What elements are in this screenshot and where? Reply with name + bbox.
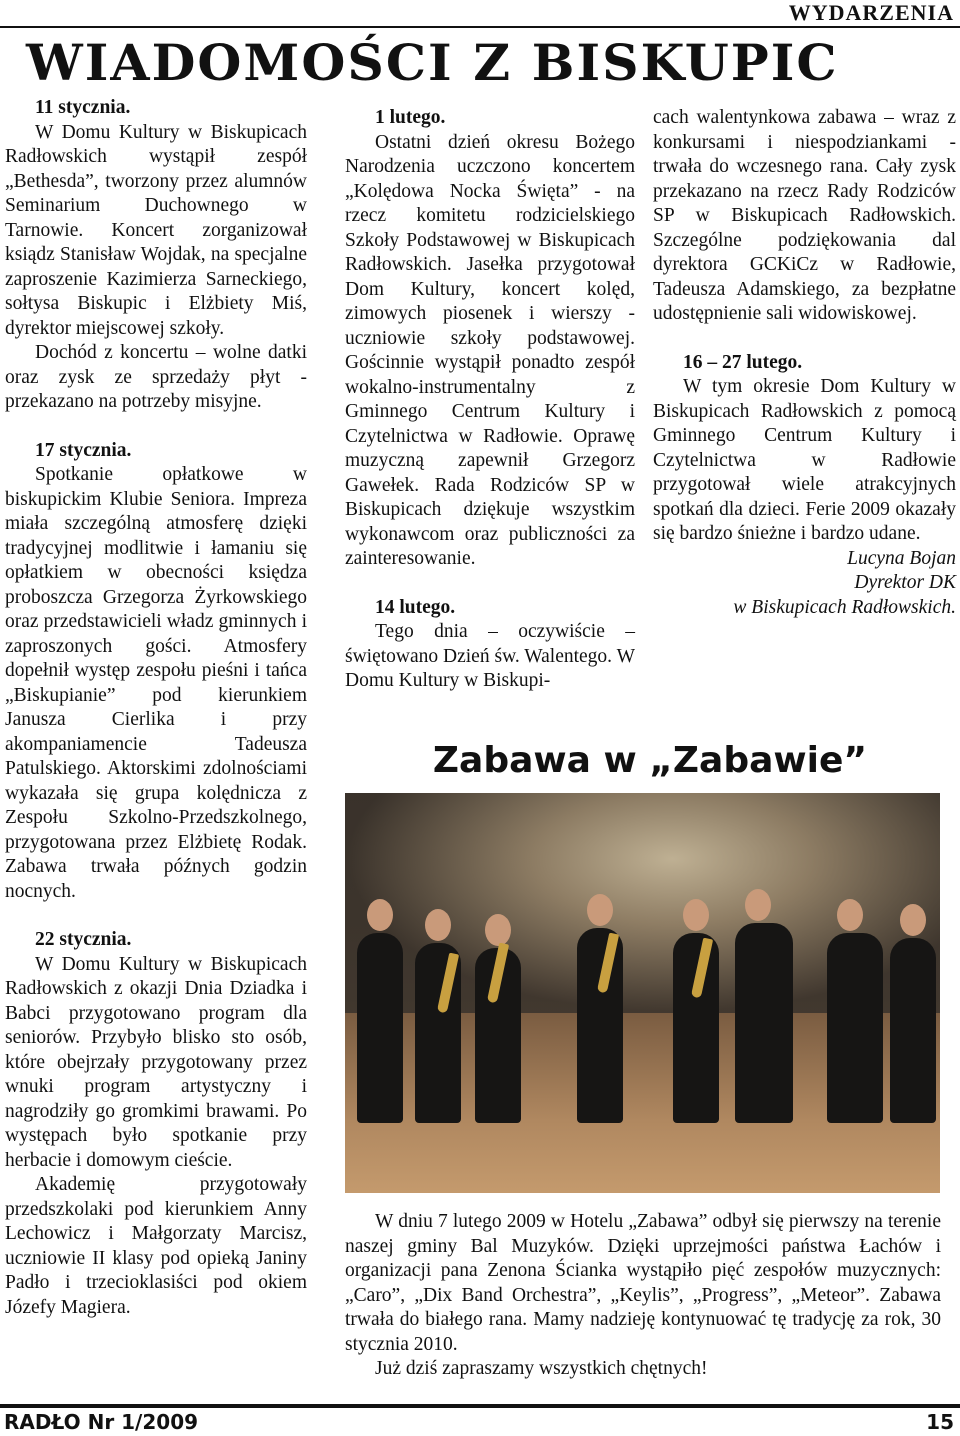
entry-paragraph: Dochód z koncertu – wolne datki oraz zysk ze sprzedaży płyt - przekazano na potrzeby misyjne. xyxy=(5,342,307,412)
caption-paragraph: Już dziś zapraszamy wszystkich chętnych! xyxy=(375,1358,708,1379)
article-column-3 xyxy=(653,106,956,620)
entry-paragraph: Ostatni dzień okresu Bożego Narodzenia uczczono koncertem „Kolędowa Nocka Święta” - na rzecz komitetu rodzicielskiego Szkoły Podstawowej w Biskupicach Radłowskich. Jasełka przygotował Dom Kultury, koncert kolęd, zimowych piosenek i wierszy - uczniowie szkoły podstawowej. Gościnnie wystąpił ponadto zespół wokalno-instrumentalny z Gminnego Centrum Kultury i Czytelnictwa w Radłowie. Oprawę muzyczną zapewnił Grzegorz Gawełek. Rada Rodziców SP w Biskupicach dziękuje wszystkim wykonawcom oraz publiczności za zainteresowanie. xyxy=(345,131,635,569)
entry-paragraph: Spotkanie opłatkowe w biskupickim Klubie Seniora. Impreza miała szczególną atmosferę dzięki tradycyjnej modlitwie i łamaniu się opłatkiem w obecności księdza proboszcza Grzegorza Żyrkowskiego oraz przedstawicieli władz gminnych i zaproszonych gości. Atmosfery dopełnił występ zespołu pieśni i tańca „Biskupianie” pod kierunkiem Janusza Cierlika i przy akompaniamencie Tadeusza Patulskiego. Aktorskimi zdolnościami wykazała się grupa kolędnicza z Zespołu Szkolno-Przedszkolnego, przygotowana przez Elżbietę Rodak. Zabawa trwała późnych godzin nocnych. xyxy=(5,464,307,902)
entry-date: 11 stycznia. xyxy=(35,97,131,118)
entry-date: 1 lutego. xyxy=(375,107,446,128)
entry-paragraph: W tym okresie Dom Kultury w Biskupicach Radłowskich z pomocą Gminnego Centrum Kultury i Czytelnictwa w Radłowie przygotował wiele atrakcyjnych spotkań dla dzieci. Ferie 2009 okazały się bardzo śnieżne i bardzo udane. xyxy=(653,376,956,544)
photo-section-title: Zabawa w „Zabawie” xyxy=(432,740,868,781)
entry-paragraph: Tego dnia – oczywiście – świętowano Dzień św. Walentego. W Domu Kultury w Biskupi- xyxy=(345,621,635,691)
section-label: WYDARZENIA xyxy=(788,0,954,25)
bottom-divider xyxy=(0,1404,960,1408)
event-photo xyxy=(345,793,940,1193)
entry-paragraph: Akademię przygotowały przedszkolaki pod kierunkiem Anny Lechowicz i Małgorzaty Marcisz, uczniowie II klasy pod opieką Janiny Padło i trzecioklasiści pod okiem Józefy Magiera. xyxy=(5,1174,307,1318)
photo-caption xyxy=(345,1210,941,1382)
author-name: Lucyna Bojan xyxy=(847,547,956,569)
article-column-1 xyxy=(5,96,307,1320)
publication-name: RADŁO Nr 1/2009 xyxy=(4,1410,199,1434)
entry-date: 16 – 27 lutego. xyxy=(683,351,803,373)
caption-paragraph: W dniu 7 lutego 2009 w Hotelu „Zabawa” odbył się pierwszy na terenie naszej gminy Bal Muzyków. Dzięki uprzejmości państwa Łachów i organizacji pana Zenona Ścianka wystąpiło pięć zespołów muzycznych: „Caro”, „Dix Band Orchestra”, „Keylis”, „Progress”, „Meteor”. Zabawa trwała do białego rana. Mamy nadzieję kontynuować tę tradycję za rok, 30 stycznia 2010. xyxy=(345,1211,941,1355)
author-institution: w Biskupicach Radłowskich. xyxy=(733,596,956,618)
entry-paragraph: W Domu Kultury w Biskupicach Radłowskich z okazji Dnia Dziadka i Babci przygotowano program dla seniorów. Przybyło blisko sto osób, które obejrzały przygotowany przez wnuki program artystyczny i nagrodziły go gromkimi brawami. Po występach było spotkanie przy herbacie i domowym cieście. xyxy=(5,953,307,1171)
page-number: 15 xyxy=(926,1410,954,1434)
author-title: Dyrektor DK xyxy=(854,572,956,593)
entry-paragraph: cach walentynkowa zabawa – wraz z konkursami i niespodziankami - trwała do wczesnego rana. Cały zysk przekazano na rzecz Rady Rodziców SP w Biskupicach Radłowskich. Szczególne podziękowania dal dyrektora GCKiCz w Radłowie, Tadeusza Adamskiego, za bezpłatne udostępnienie sali widowiskowej. xyxy=(653,107,956,324)
entry-date: 17 stycznia. xyxy=(35,439,132,461)
page-title: WIADOMOŚCI Z BISKUPIC xyxy=(26,33,839,92)
top-divider xyxy=(0,26,960,28)
article-column-2 xyxy=(345,106,635,694)
entry-paragraph: W Domu Kultury w Biskupicach Radłowskich wystąpił zespół „Bethesda”, tworzony przez alumnów Seminarium Duchownego w Tarnowie. Koncert zorganizował ksiądz Stanisław Wojdak, na specjalne zaproszenie Kazimierza Sarneckiego, sołtysa Biskupic i Elżbiety Miś, dyrektor miejscowej szkoły. xyxy=(5,121,307,339)
entry-date: 14 lutego. xyxy=(375,596,456,618)
entry-date: 22 stycznia. xyxy=(35,929,132,950)
